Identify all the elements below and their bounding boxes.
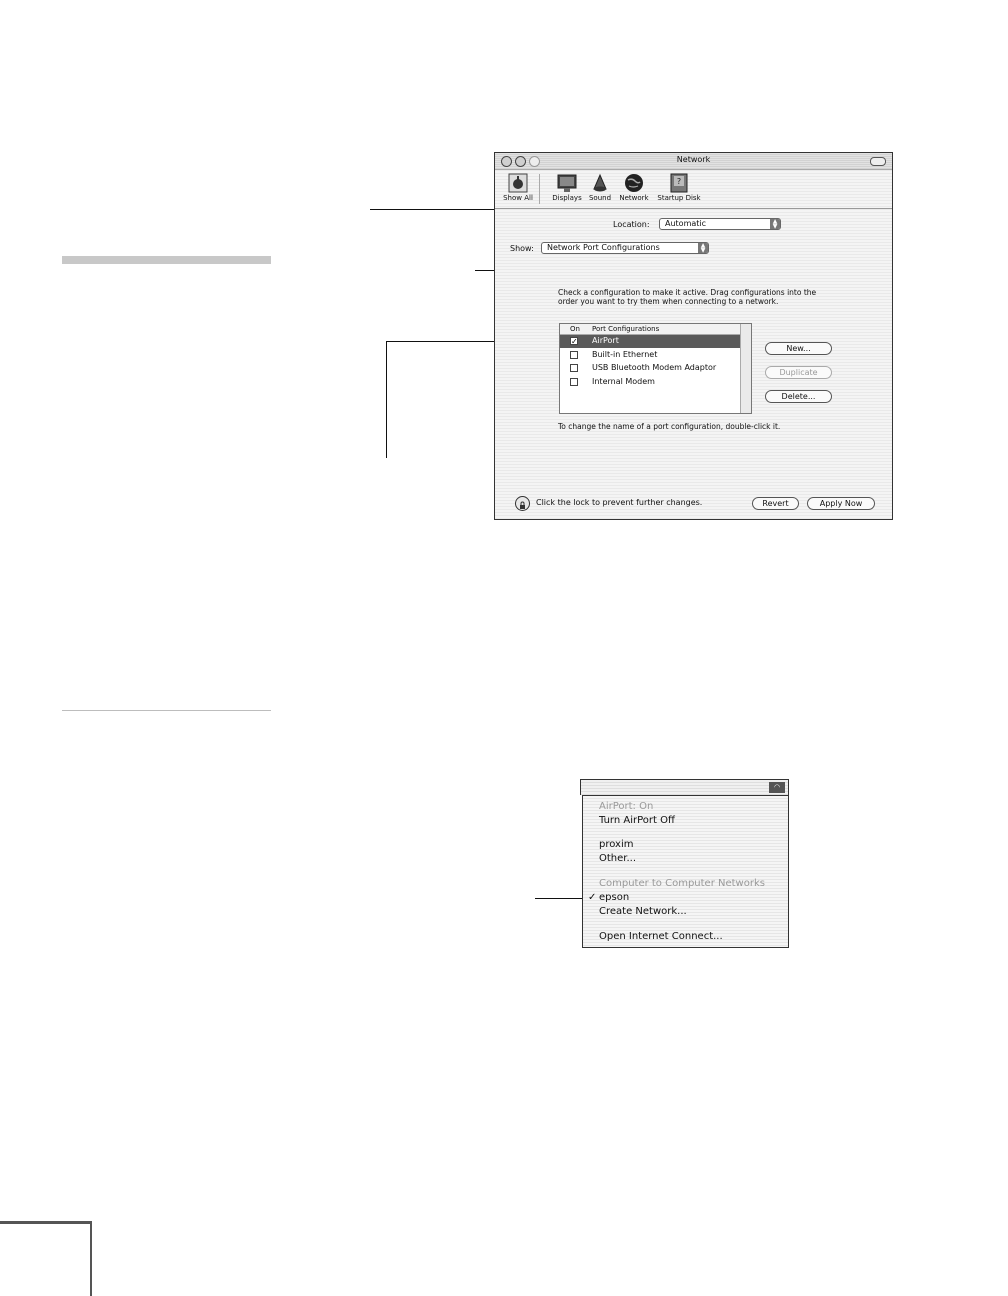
menu-item-proxim[interactable]: proxim: [599, 839, 634, 850]
c2c-header: Computer to Computer Networks: [599, 878, 765, 889]
toolbar-sound-label: Sound: [588, 194, 612, 202]
port-name: Built-in Ethernet: [592, 350, 658, 359]
port-name: Internal Modem: [592, 377, 655, 386]
speaker-icon: [590, 173, 610, 193]
toolbar-show-all-label: Show All: [503, 194, 533, 202]
list-item[interactable]: [560, 376, 741, 389]
popup-arrows-icon: ▲ ▼: [770, 219, 780, 229]
airport-status: AirPort: On: [599, 801, 654, 812]
airport-menu-icon[interactable]: ◠: [769, 782, 785, 793]
col-on: On: [570, 325, 580, 333]
toolbar-startup-disk-label: Startup Disk: [657, 194, 701, 202]
title-bar[interactable]: [495, 153, 892, 170]
location-popup[interactable]: [659, 218, 781, 230]
show-popup[interactable]: [541, 242, 709, 254]
toolbar-separator: [539, 174, 540, 204]
toolbar: [495, 170, 892, 209]
list-header: [560, 324, 741, 335]
airport-menu: [582, 795, 789, 948]
menu-bar: [580, 779, 789, 795]
show-label: Show:: [510, 244, 534, 253]
list-scrollbar[interactable]: [740, 324, 751, 413]
list-item[interactable]: [560, 335, 741, 348]
menu-item-create-network[interactable]: Create Network...: [599, 906, 687, 917]
duplicate-button[interactable]: Duplicate: [765, 366, 832, 379]
port-name: USB Bluetooth Modem Adaptor: [592, 363, 717, 372]
lock-text: Click the lock to prevent further changes.: [536, 498, 703, 507]
new-button[interactable]: New...: [765, 342, 832, 355]
toolbar-displays[interactable]: [549, 173, 585, 202]
toolbar-network[interactable]: [617, 173, 651, 202]
port-name: AirPort: [592, 336, 619, 345]
list-item[interactable]: [560, 349, 741, 362]
svg-text:?: ?: [676, 177, 682, 186]
location-label: Location:: [613, 220, 650, 229]
callout-epson: [535, 898, 587, 899]
toolbar-startup-disk[interactable]: [655, 173, 703, 202]
window-title: Network: [676, 155, 711, 164]
menu-item-open-internet-connect[interactable]: Open Internet Connect...: [599, 931, 723, 942]
lock-icon[interactable]: [515, 496, 530, 511]
menu-item-other[interactable]: Other...: [599, 853, 637, 864]
delete-button[interactable]: Delete...: [765, 390, 832, 403]
sidebar-rule: [62, 710, 271, 711]
globe-icon: [624, 173, 644, 193]
apply-now-button[interactable]: Apply Now: [807, 497, 875, 510]
instructions-line2: order you want to try them when connecting to a network.: [558, 297, 779, 306]
instructions-line1: Check a configuration to make it active. Drag configurations into the: [558, 288, 817, 297]
display-icon: [557, 173, 577, 193]
network-window: [494, 152, 893, 520]
location-value: Automatic: [665, 219, 707, 228]
menu-item-turn-airport-off[interactable]: Turn AirPort Off: [599, 815, 675, 826]
port-checkbox[interactable]: [570, 337, 578, 345]
show-value: Network Port Configurations: [547, 243, 660, 252]
revert-button[interactable]: Revert: [752, 497, 799, 510]
port-checkbox[interactable]: [570, 378, 578, 386]
rename-hint: To change the name of a port configuration, double-click it.: [558, 422, 781, 431]
footer-tab-divider: [90, 1221, 92, 1296]
toolbar-sound[interactable]: [585, 173, 615, 202]
callout-airport-v: [386, 341, 387, 458]
check-icon: ✓: [588, 892, 597, 903]
check-icon: ✓: [571, 337, 578, 346]
toolbar-network-label: Network: [619, 194, 649, 202]
apple-icon: [508, 173, 528, 193]
toolbar-displays-label: Displays: [552, 194, 582, 202]
footer-tab-rule: [0, 1221, 91, 1224]
toolbar-toggle-button[interactable]: [870, 157, 886, 166]
disk-icon: [669, 173, 689, 193]
menu-item-epson[interactable]: epson: [599, 892, 630, 903]
port-config-list: [559, 323, 752, 414]
list-item[interactable]: [560, 362, 741, 375]
col-port-configurations: Port Configurations: [592, 325, 660, 333]
popup-arrows-icon: ▲ ▼: [698, 243, 708, 253]
toolbar-show-all[interactable]: [501, 173, 535, 202]
port-checkbox[interactable]: [570, 364, 578, 372]
sidebar-bar: [62, 256, 271, 264]
port-checkbox[interactable]: [570, 351, 578, 359]
